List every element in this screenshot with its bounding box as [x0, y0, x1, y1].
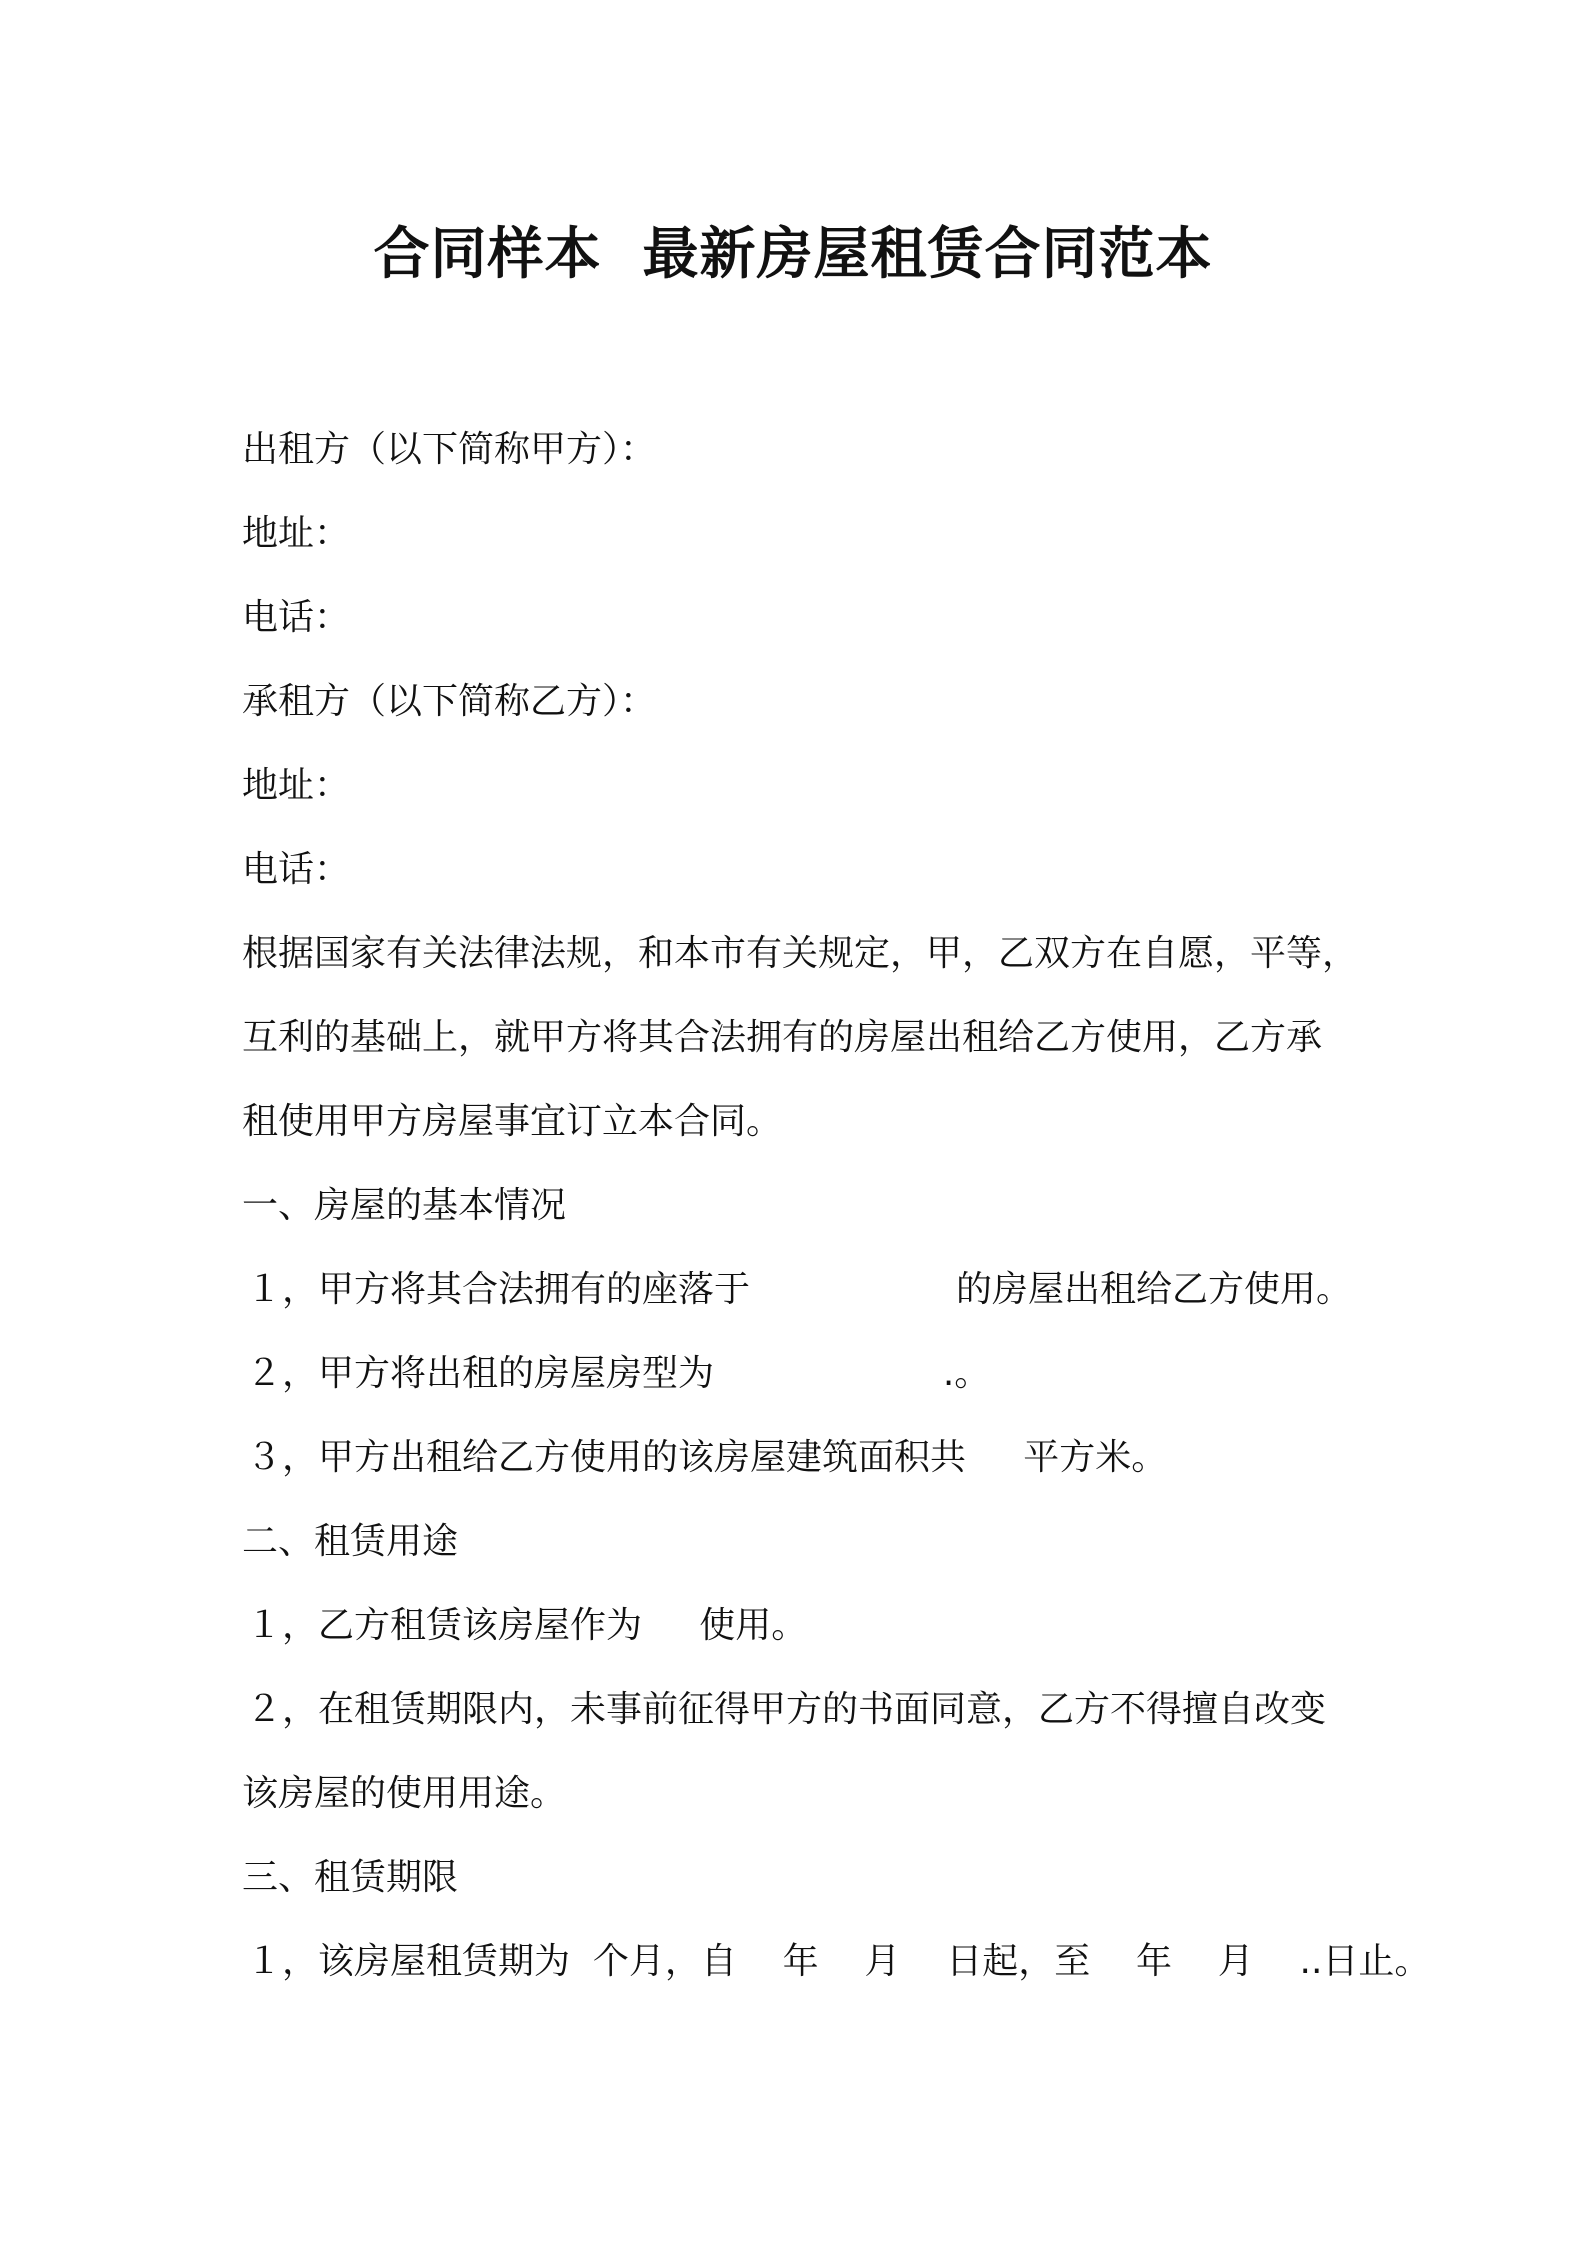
lessor-label: 出租方（以下简称甲方）：	[242, 429, 657, 470]
document-body	[242, 408, 1431, 2004]
preamble-line-3: 租使用甲方房屋事宜订立本合同。	[242, 1101, 783, 1142]
lessee-address-label: 地址：	[242, 765, 351, 806]
lessor-address-label: 地址：	[242, 513, 351, 554]
section-heading-3: 三、租赁期限	[242, 1857, 459, 1898]
lessee-label: 承租方（以下简称乙方）：	[242, 681, 657, 722]
preamble-line-2: 互利的基础上，就甲方将其合法拥有的房屋出租给乙方使用，乙方承	[242, 1017, 1323, 1058]
clause-3-1: １，该房屋租赁期为 个月，自 年 月 日起，至 年 月 ..日止。	[246, 1941, 1431, 1982]
document-title: 合同样本 最新房屋租赁合同范本	[373, 222, 1213, 287]
lessee-phone-label: 电话：	[242, 849, 351, 890]
lessor-phone-label: 电话：	[242, 597, 351, 638]
clause-2-1: １，乙方租赁该房屋作为 使用。	[246, 1605, 808, 1646]
clause-1-3: ３，甲方出租给乙方使用的该房屋建筑面积共 平方米。	[246, 1437, 1168, 1478]
clause-2-2-line-2: 该房屋的使用用途。	[242, 1773, 567, 1814]
clause-1-1: １，甲方将其合法拥有的座落于 的房屋出租给乙方使用。	[246, 1269, 1352, 1310]
clause-1-2: ２，甲方将出租的房屋房型为 .。	[246, 1353, 991, 1394]
section-heading-1: 一、房屋的基本情况	[242, 1185, 567, 1226]
clause-2-2-line-1: ２，在租赁期限内，未事前征得甲方的书面同意，乙方不得擅自改变	[246, 1689, 1327, 1730]
section-heading-2: 二、租赁用途	[242, 1521, 459, 1562]
preamble-line-1: 根据国家有关法律法规，和本市有关规定，甲，乙双方在自愿，平等，	[242, 933, 1359, 974]
